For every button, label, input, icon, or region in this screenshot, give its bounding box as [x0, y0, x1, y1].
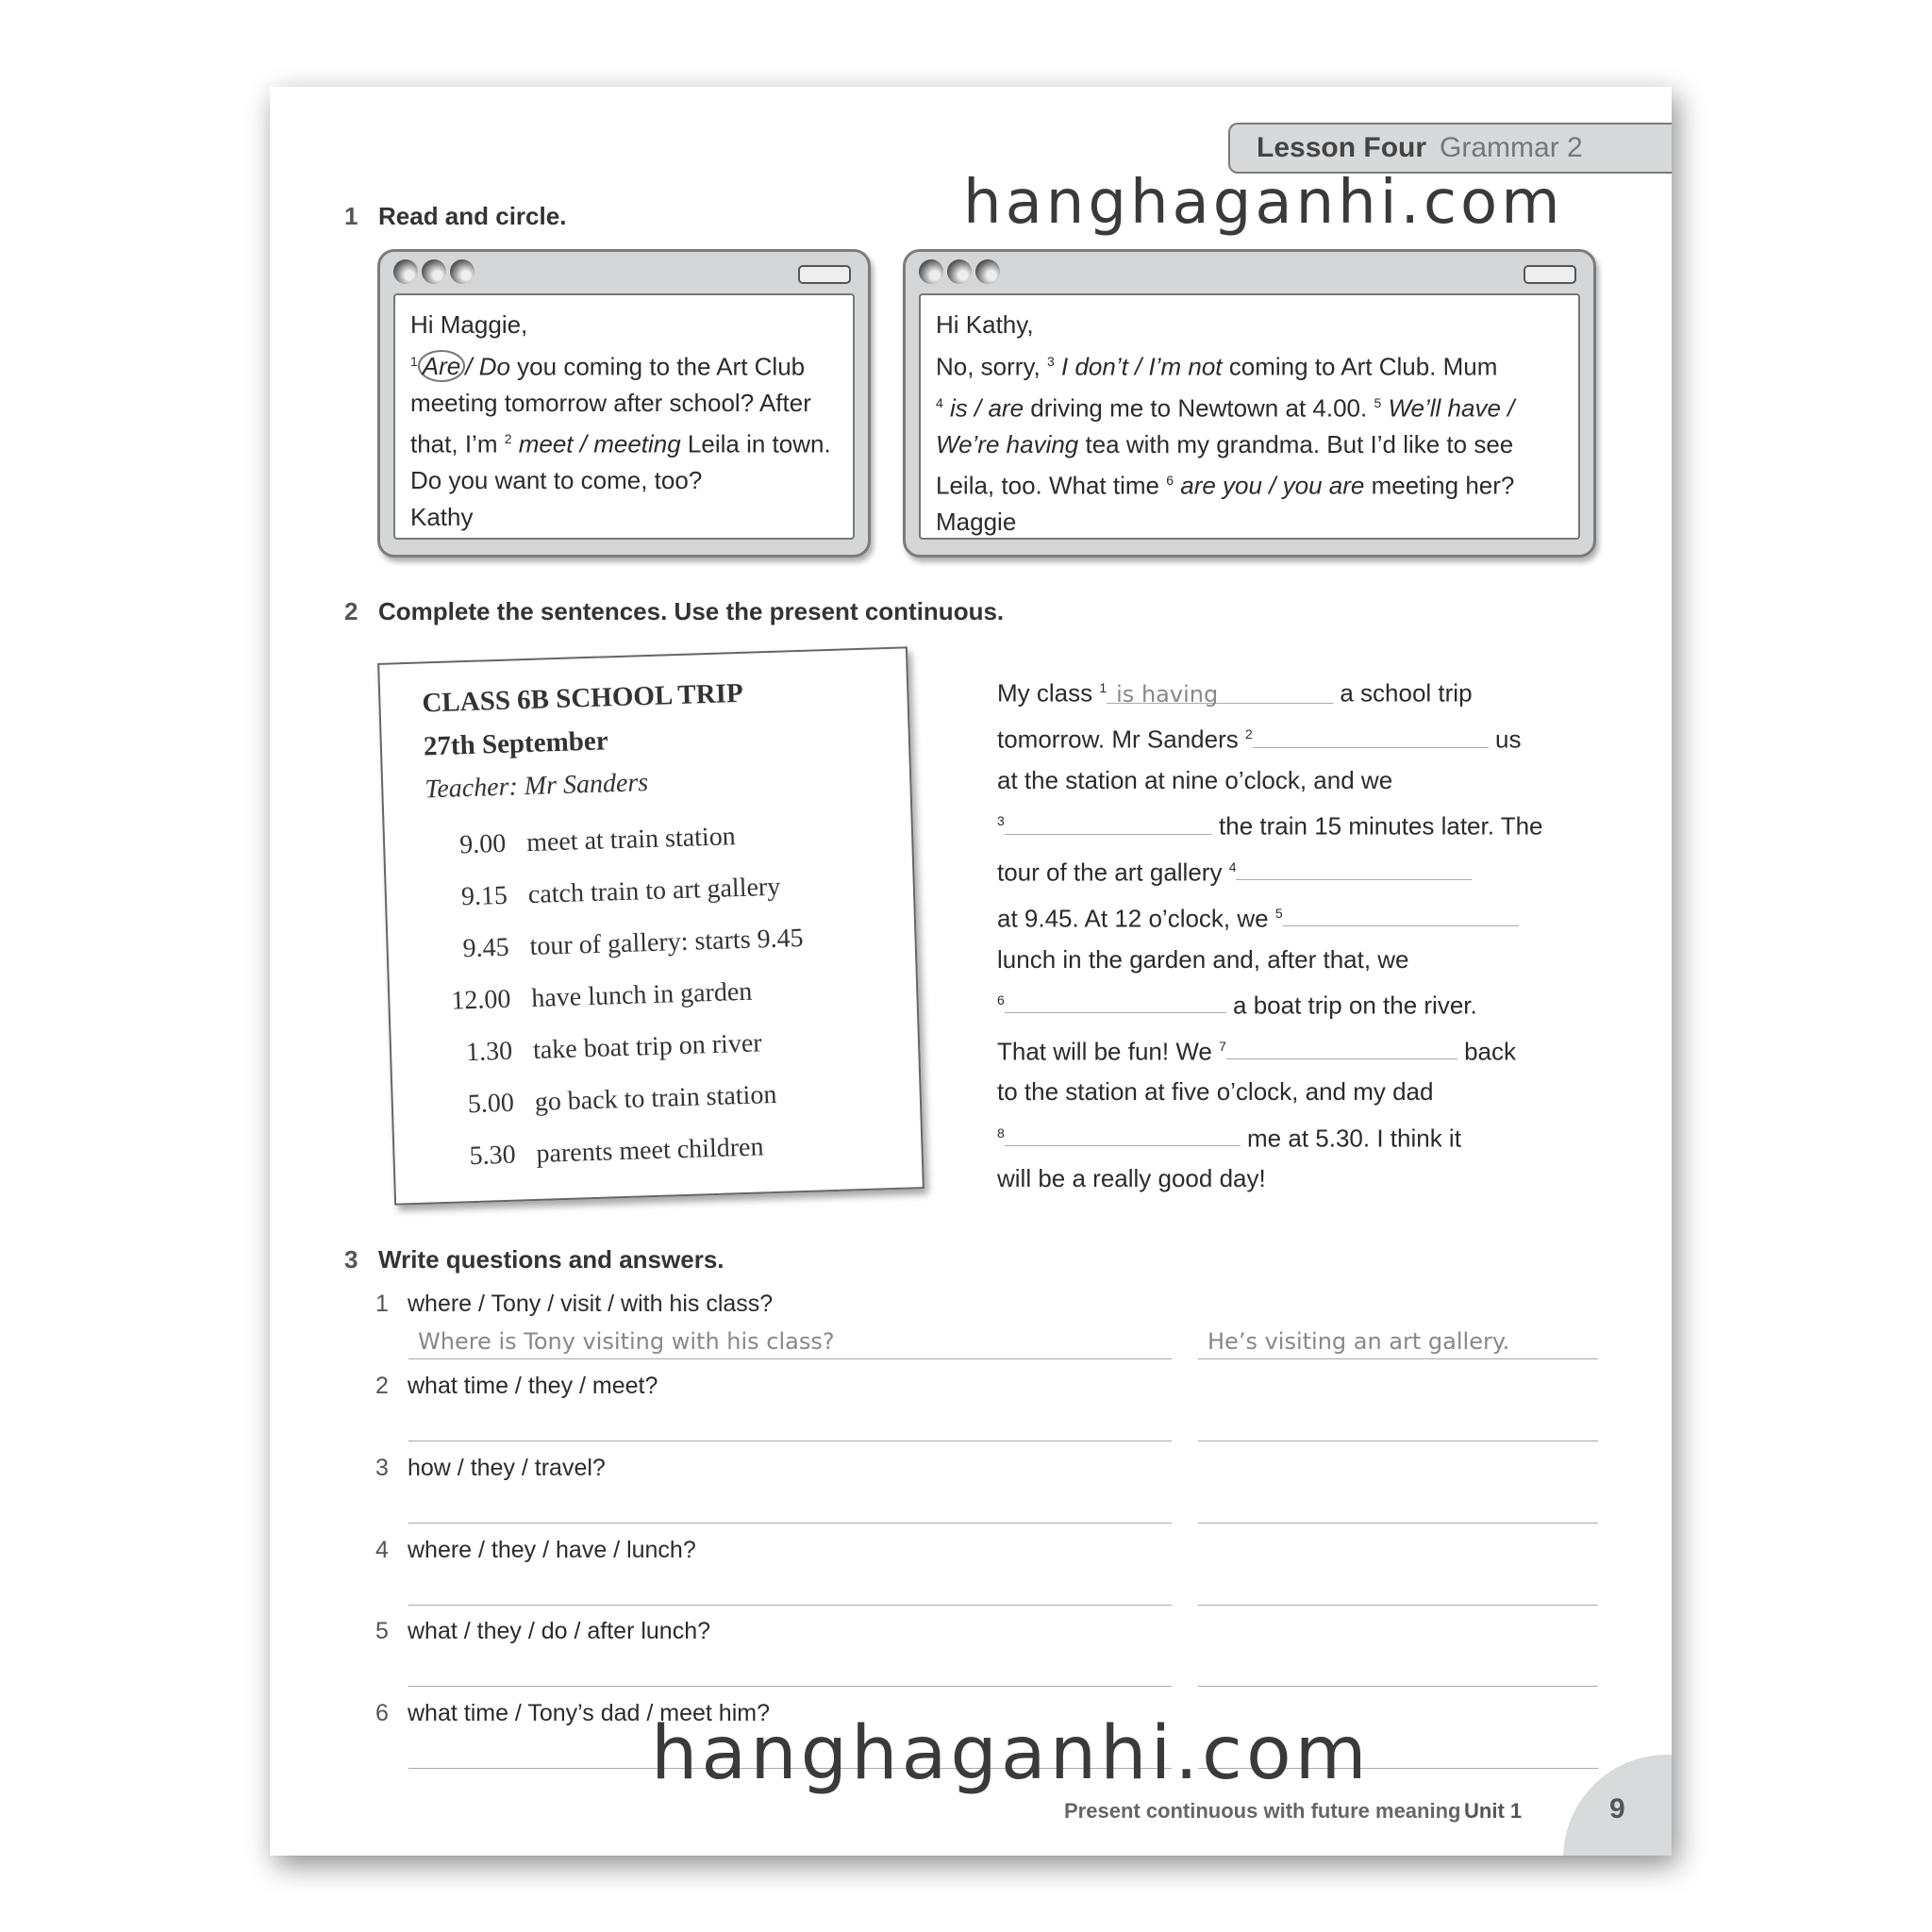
signature: Maggie	[936, 508, 1017, 537]
minimize-icon	[798, 265, 851, 284]
lesson-label: Lesson Four	[1257, 132, 1427, 163]
blank-3[interactable]	[1005, 806, 1212, 835]
footer-unit: Unit 1	[1464, 1799, 1523, 1823]
greeting: Hi Kathy,	[936, 310, 1034, 339]
blank-4[interactable]	[1236, 851, 1472, 880]
circled-answer: Are	[418, 350, 465, 382]
question-prompt: 1 where / Tony / visit / with his class?	[375, 1291, 774, 1317]
question-prompt: 3 how / they / travel?	[375, 1455, 606, 1481]
notice-teacher: Teacher: Mr Sanders	[424, 768, 649, 805]
email-line: Do you want to come, too?	[410, 466, 703, 495]
question-prompt: 2 what time / they / meet?	[375, 1373, 658, 1399]
email-window-kathy	[377, 249, 871, 558]
question-answer-line[interactable]	[408, 1686, 1172, 1687]
blank-6[interactable]	[1005, 984, 1226, 1013]
question-answer-line[interactable]	[408, 1523, 1172, 1524]
window-control-dots-icon	[919, 259, 1000, 284]
schedule-row: 12.00 have lunch in garden	[450, 976, 753, 1016]
question-prompt: 6 what time / Tony’s dad / meet him?	[375, 1700, 770, 1726]
question-prompt: 4 where / they / have / lunch?	[375, 1537, 696, 1563]
greeting: Hi Maggie,	[410, 310, 528, 339]
choice-option[interactable]: We’ll have /	[1381, 393, 1515, 423]
window-control-dots-icon	[393, 259, 475, 284]
workbook-page	[270, 87, 1672, 1856]
blank-7[interactable]	[1226, 1030, 1457, 1059]
ex2-number: 2	[344, 597, 358, 625]
short-answer-line[interactable]	[1198, 1686, 1598, 1687]
email-window-maggie	[903, 249, 1596, 558]
email-line: meeting tomorrow after school? After	[410, 388, 811, 417]
choice-option[interactable]: is / are	[942, 393, 1024, 423]
schedule-row: 1.30 take boat trip on river	[465, 1028, 763, 1068]
schedule-row: 9.15 catch train to art gallery	[460, 872, 781, 912]
gap-fill-paragraph: My class $^1$ is having a school trip tomorrow. Mr Sanders $^2$ us at the station at nine o’clock, and we $^3$ the train 15 minutes later. The tour of the art gallery $^4$ at 9.45. At 12 o’clock, we $^5$ lunch in the garden and, after that, we $^6$ a boat trip on the river. That will be fun! We $^7$ back to the station at five o’clock, and my dad $^8$ me at 5.30. I think it will be a really good day!	[997, 668, 1582, 1200]
footer-topic: Present continuous with future meaning	[1064, 1799, 1461, 1823]
question-answer-line[interactable]: Where is Tony visiting with his class?	[408, 1328, 1172, 1359]
short-answer-line[interactable]: He’s visiting an art gallery.	[1198, 1328, 1598, 1359]
ex1-number: 1	[344, 202, 358, 230]
notice-title: CLASS 6B SCHOOL TRIP	[421, 677, 744, 719]
minimize-icon	[1524, 265, 1576, 284]
email-line: that, I’m $^2$ meet / meeting Leila in town.	[410, 429, 831, 458]
choice-option[interactable]: I don’t / I’m not	[1054, 352, 1223, 381]
schedule-row: 5.30 parents meet children	[469, 1132, 764, 1172]
signature: Kathy	[410, 502, 474, 531]
choice-option[interactable]: are you / you are	[1174, 471, 1365, 500]
email-line: We’re having tea with my grandma. But I’d like to see	[936, 429, 1514, 458]
email-line: Leila, too. What time $^6$ are you / you are meeting her?	[936, 471, 1515, 500]
email-line: $^4$ is / are driving me to Newtown at 4.00. $^5$ We’ll have /	[936, 393, 1515, 423]
notice-date: 27th September	[423, 725, 609, 762]
blank-8[interactable]	[1005, 1117, 1241, 1146]
ex2-instruction: Complete the sentences. Use the present continuous.	[378, 597, 1005, 625]
schedule-row: 9.00 meet at train station	[458, 822, 737, 860]
schedule-row: 5.00 go back to train station	[467, 1079, 777, 1120]
page-number: 9	[1609, 1793, 1625, 1824]
schedule-row: 9.45 tour of gallery: starts 9.45	[462, 923, 805, 964]
blank-1[interactable]: is having	[1107, 675, 1333, 704]
ex3-instruction: Write questions and answers.	[378, 1245, 724, 1274]
ex2-heading	[344, 597, 1004, 626]
lesson-header-tab	[1228, 123, 1672, 174]
email-body	[393, 293, 855, 540]
ex1-heading	[344, 202, 566, 231]
ex3-number: 3	[344, 1245, 358, 1274]
short-answer-line[interactable]	[1198, 1523, 1598, 1524]
email-line: No, sorry, $^3$ I don’t / I’m not coming to Art Club. Mum	[936, 352, 1498, 381]
choice-option[interactable]: meet / meeting	[511, 429, 681, 458]
question-answer-line[interactable]	[408, 1605, 1172, 1606]
ex3-heading	[344, 1245, 724, 1274]
question-prompt: 5 what / they / do / after lunch?	[375, 1618, 711, 1644]
school-trip-notice	[377, 646, 924, 1205]
watermark: hanghaganhi.com	[963, 168, 1564, 238]
email-line: $^1$ Are / Do you coming to the Art Club	[410, 352, 806, 381]
choice-option[interactable]: We’re having	[936, 429, 1079, 458]
blank-2[interactable]	[1253, 719, 1489, 748]
ex1-instruction: Read and circle.	[378, 202, 567, 230]
watermark: hanghaganhi.com	[651, 1711, 1371, 1796]
blank-5[interactable]	[1283, 897, 1519, 926]
email-body	[919, 293, 1580, 540]
short-answer-line[interactable]	[1198, 1605, 1598, 1606]
section-label: Grammar 2	[1440, 132, 1583, 163]
